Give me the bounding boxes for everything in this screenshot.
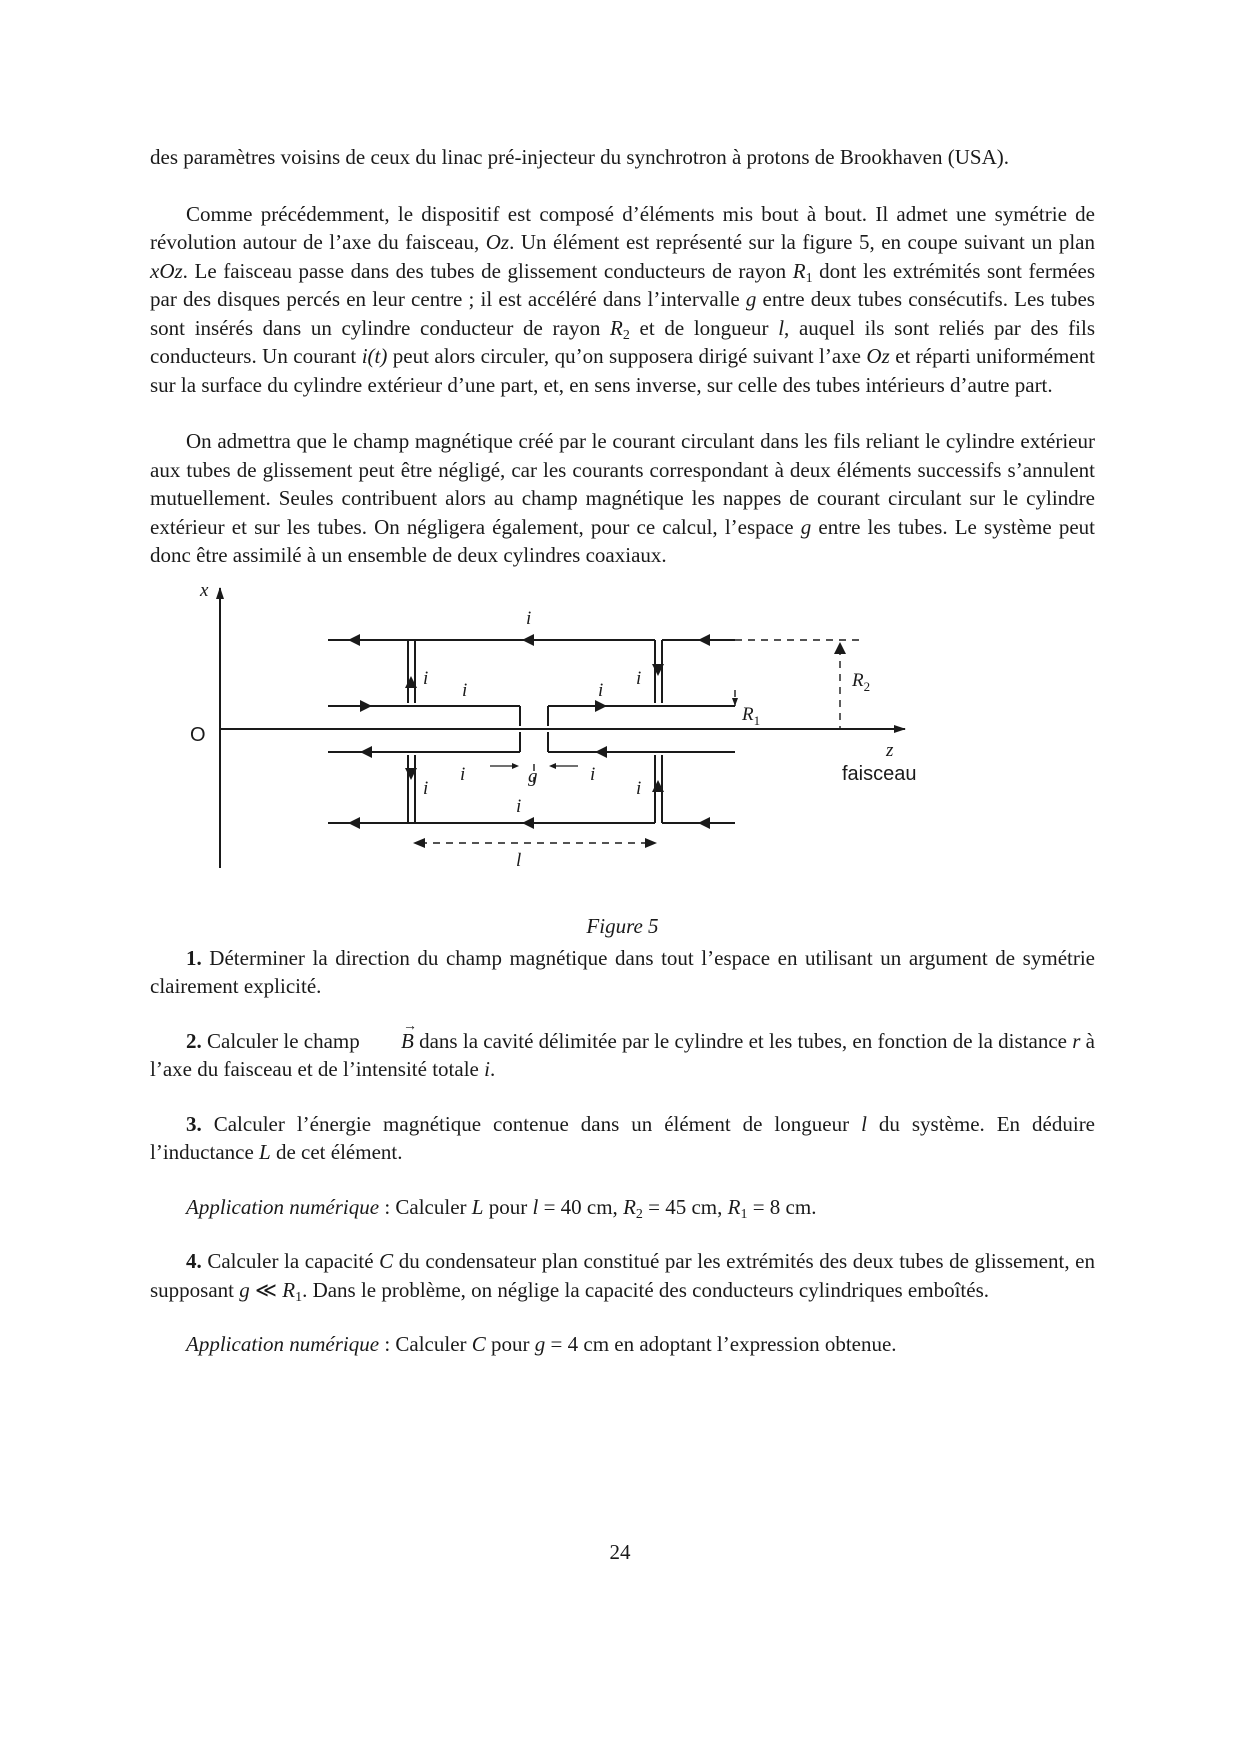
page-number: 24: [609, 1540, 631, 1564]
length-label: l: [516, 849, 522, 871]
question-1: 1. Déterminer la direction du champ magnétique dans tout l’espace en utilisant un argument de symétrie clairement explicité.: [150, 945, 1095, 998]
question-2: 2. Calculer le champ → B dans la cavité délimitée par le cylindre et les tubes, en fonction de la distance r à l’axe du faisceau et de l’intensité totale i.: [150, 1027, 1095, 1084]
svg-text:i: i: [636, 777, 642, 799]
gap-label: g: [528, 765, 538, 787]
document-page: [150, 143, 1095, 1359]
paragraph-assumptions: On admettra que le champ magnétique créé par le courant circulant dans les fils reliant le cylindre extérieur aux tubes de glissement peut être négligé, car les courants correspondant à deux éléments successifs s’annulent mutuellement. Seules contribuent alors au champ magnétique les nappes de courant circulant sur le cylindre extérieur et sur les tubes. On négligera également, pour ce calcul, l’espace g entre les tubes. Le système peut donc être assimilé à un ensemble de deux cylindres coaxiaux.: [150, 429, 1095, 567]
figure-caption: Figure 5: [586, 913, 659, 938]
paragraph-device-description: Comme précédemment, le dispositif est composé d’éléments mis bout à bout. Il admet une symétrie de révolution autour de l’axe du faisceau, Oz. Un élément est représenté sur la figure 5, en coupe suivant un plan xOz. Le faisceau passe dans des tubes de glissement conducteurs de rayon $R_1$ dont les extrémités sont fermées par des disques percés en leur centre ; il est accéléré dans l’intervalle g entre deux tubes consécutifs. Les tubes sont insérés dans un cylindre conducteur de rayon $R_2$ et de longueur l, auquel ils sont reliés par des fils conducteurs. Un courant i(t) peut alors circuler, qu’on supposera dirigé suivant l’axe Oz et réparti uniformément sur la surface du cylindre extérieur d’une part, et, en sens inverse, sur celle des tubes intérieurs d’autre part.: [150, 201, 1096, 397]
r2-label: $R_2$: [852, 669, 871, 694]
z-axis-label: z: [886, 739, 894, 761]
paragraph-intro: des paramètres voisins de ceux du linac pré-injecteur du synchrotron à protons de Brookhaven (USA).: [150, 145, 1010, 169]
x-axis-label: x: [200, 579, 209, 601]
svg-text:i: i: [460, 763, 466, 785]
beam-label: faisceau: [842, 762, 917, 785]
current-label-outer-bottom: i: [516, 795, 522, 817]
svg-text:i: i: [462, 679, 468, 701]
svg-text:i: i: [598, 679, 604, 701]
svg-text:i: i: [590, 763, 596, 785]
r1-label: $R_1$: [742, 703, 761, 728]
numeric-application-1: Application numérique : Calculer L pour l = 40 cm, $R_2 = 45$ cm, $R_1 = 8$ cm.: [186, 1194, 817, 1222]
current-label-outer-top: i: [526, 607, 532, 629]
question-3: 3. Calculer l’énergie magnétique contenue dans un élément de longueur l du système. En déduire l’inductance L de cet élément.: [150, 1111, 1096, 1164]
origin-label: O: [190, 723, 206, 746]
svg-text:i: i: [423, 777, 429, 799]
numeric-application-2: Application numérique : Calculer C pour g = 4 cm en adoptant l’expression obtenue.: [186, 1332, 897, 1356]
figure-5: [150, 578, 1095, 908]
svg-text:i: i: [636, 667, 642, 689]
figure-5-diagram: [150, 578, 1095, 878]
svg-text:i: i: [423, 667, 429, 689]
question-4: 4. Calculer la capacité C du condensateur plan constitué par les extrémités des deux tubes de glissement, en supposant g ≪ $R_1$. Dans le problème, on néglige la capacité des conducteurs cylindriques emboîtés.: [150, 1249, 1095, 1305]
